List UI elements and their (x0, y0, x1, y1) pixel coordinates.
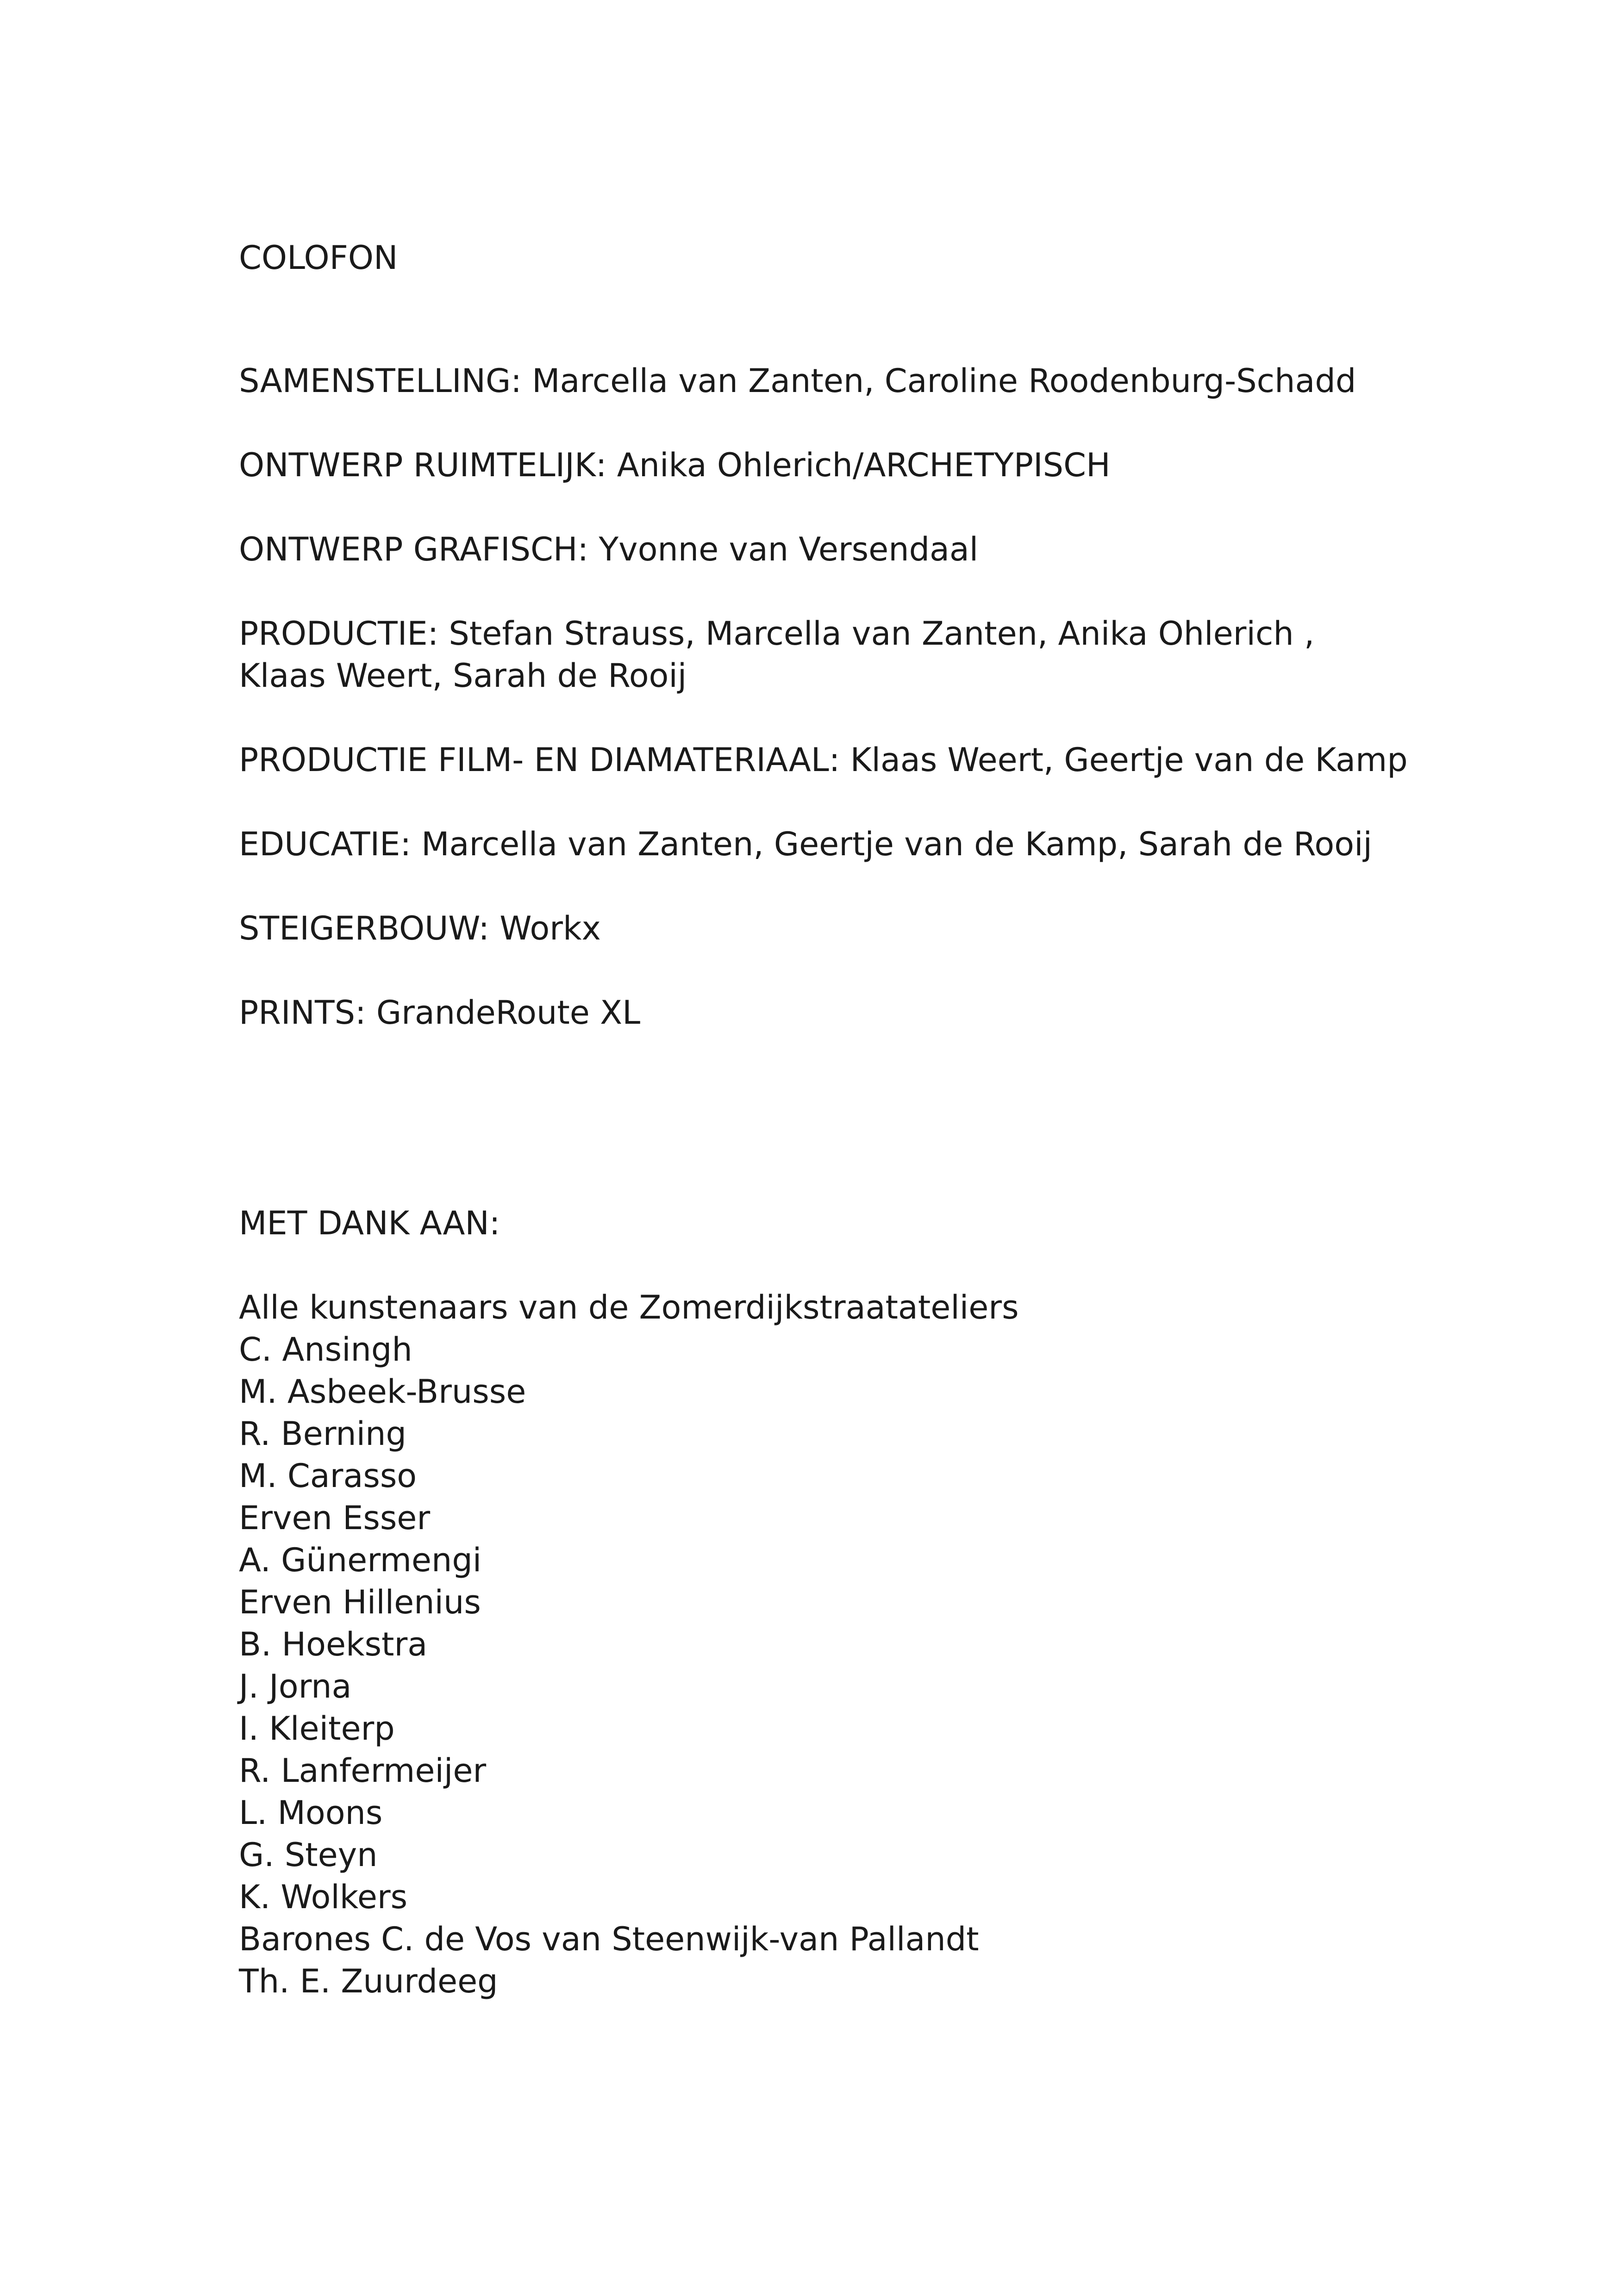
credit-productie-film (239, 739, 1489, 781)
thanks-list (239, 1287, 1489, 2003)
credit-steigerbouw (239, 908, 1489, 950)
credit-line: EDUCATIE: Marcella van Zanten, Geertje van de Kamp, Sarah de Rooij (239, 825, 1372, 863)
credit-line: SAMENSTELLING: Marcella van Zanten, Caroline Roodenburg-Schadd (239, 362, 1356, 400)
list-item: G. Steyn (239, 1836, 378, 1874)
list-item: K. Wolkers (239, 1878, 408, 1916)
list-item: Alle kunstenaars van de Zomerdijkstraatateliers (239, 1288, 1019, 1326)
credit-ontwerp-ruimtelijk (239, 444, 1489, 486)
list-item: B. Hoekstra (239, 1625, 428, 1663)
credit-samenstelling (239, 360, 1489, 402)
credit-line: PRODUCTIE: Stefan Strauss, Marcella van Zanten, Anika Ohlerich , (239, 615, 1315, 653)
credit-line: PRINTS: GrandeRoute XL (239, 994, 641, 1032)
list-item: R. Lanfermeijer (239, 1752, 487, 1790)
page-title: COLOFON (239, 239, 398, 277)
list-item: J. Jorna (239, 1668, 352, 1705)
credit-line: PRODUCTIE FILM- EN DIAMATERIAAL: Klaas Weert, Geertje van de Kamp (239, 741, 1408, 779)
list-item: R. Berning (239, 1415, 406, 1453)
list-item: Barones C. de Vos van Steenwijk-van Pallandt (239, 1920, 979, 1958)
credit-line: Klaas Weert, Sarah de Rooij (239, 657, 687, 695)
list-item: Erven Esser (239, 1499, 431, 1537)
list-item: Erven Hillenius (239, 1583, 481, 1621)
list-item: I. Kleiterp (239, 1710, 395, 1748)
list-item: Th. E. Zuurdeeg (239, 1962, 498, 2000)
list-item: L. Moons (239, 1794, 383, 1832)
colofon-page (239, 237, 1489, 2003)
credits-section (239, 360, 1489, 1034)
credit-ontwerp-grafisch (239, 529, 1489, 571)
list-item: M. Asbeek-Brusse (239, 1373, 526, 1411)
credit-line: ONTWERP GRAFISCH: Yvonne van Versendaal (239, 530, 979, 568)
credit-prints (239, 992, 1489, 1034)
credit-line: ONTWERP RUIMTELIJK: Anika Ohlerich/ARCHETYPISCH (239, 446, 1111, 484)
credit-line: STEIGERBOUW: Workx (239, 909, 601, 947)
credit-educatie (239, 823, 1489, 865)
list-item: M. Carasso (239, 1457, 417, 1495)
list-item: C. Ansingh (239, 1331, 412, 1369)
credit-productie (239, 613, 1489, 697)
list-item: A. Günermengi (239, 1541, 482, 1579)
thanks-heading: MET DANK AAN: (239, 1204, 500, 1242)
